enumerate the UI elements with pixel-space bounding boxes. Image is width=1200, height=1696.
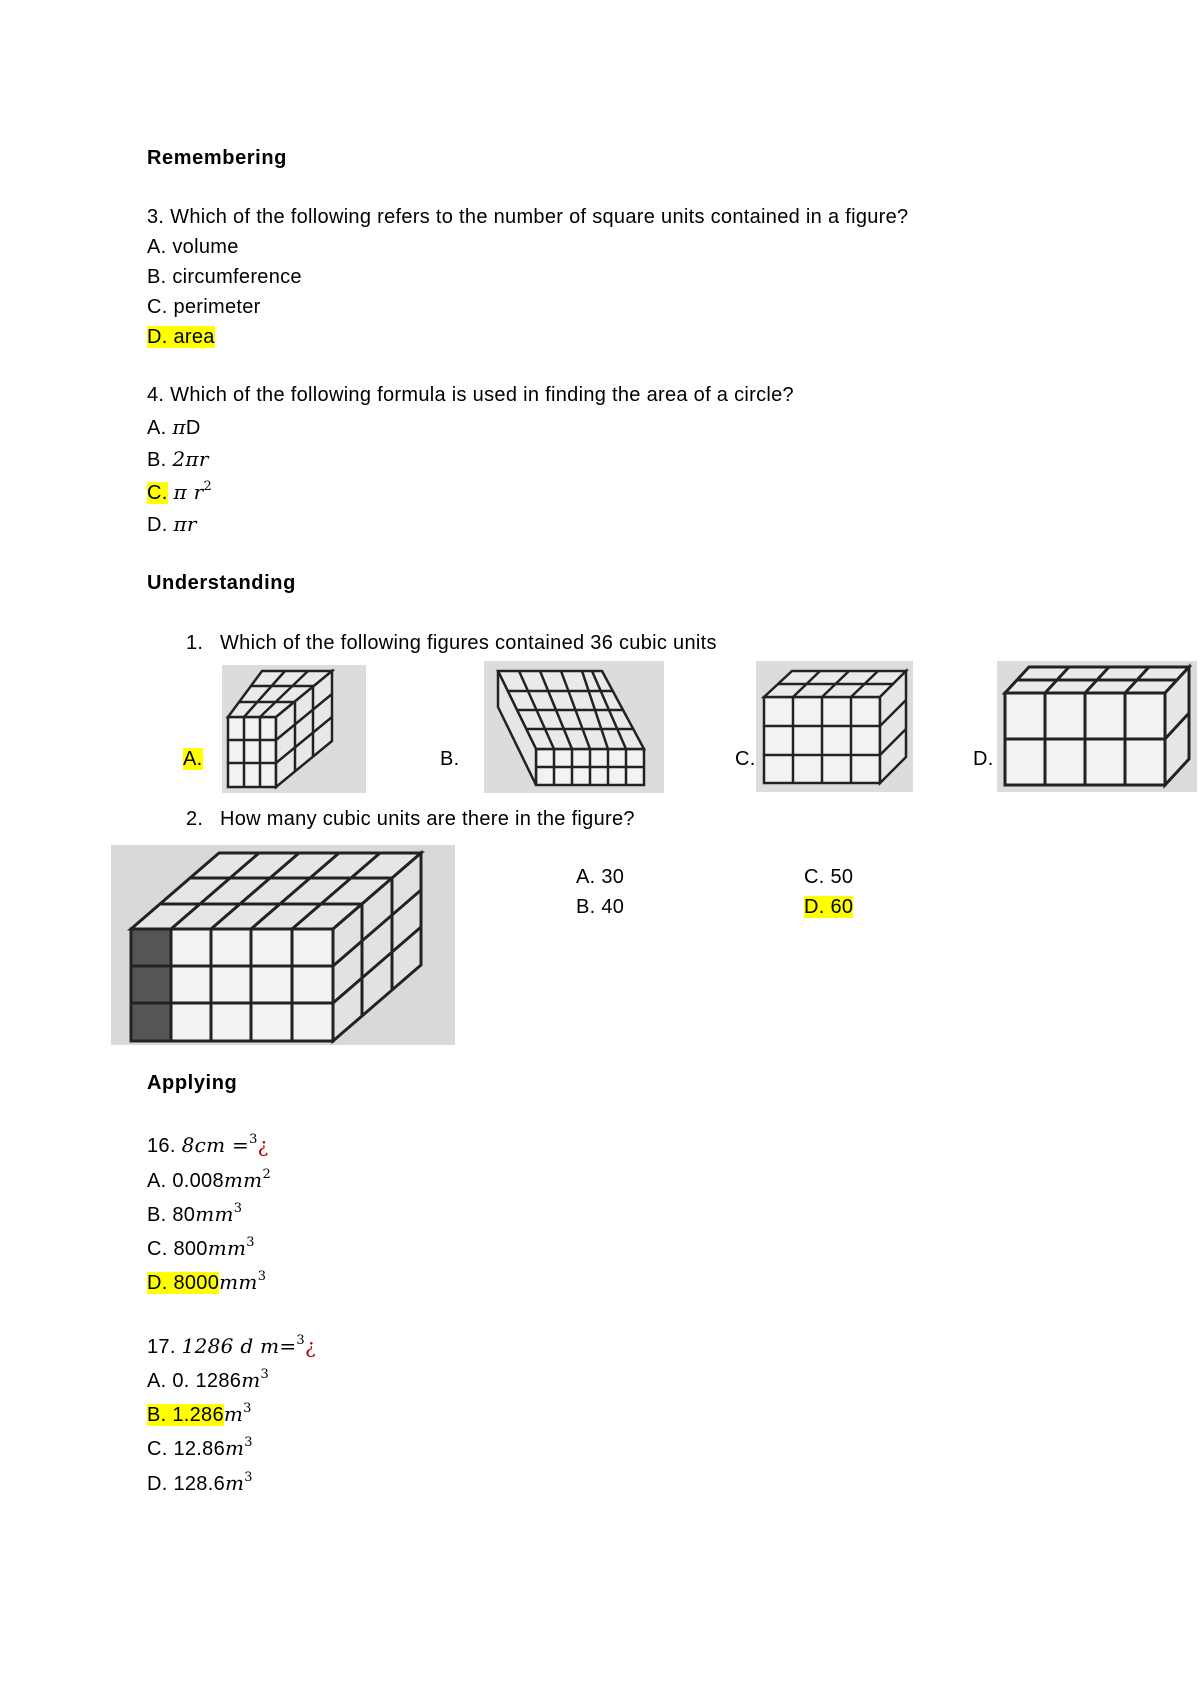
- q17-option-a: [147, 1368, 269, 1393]
- q17-option-c-unit: m: [225, 1436, 245, 1460]
- q4-option-a-pi: π: [172, 415, 186, 439]
- q17-option-b-unit: m: [223, 1402, 244, 1426]
- q16-option-a: [147, 1168, 271, 1193]
- q16-option-d-exponent: 3: [257, 1269, 267, 1284]
- q16-option-d-answer: [147, 1270, 266, 1295]
- q17-option-d-text: D. 128.6: [147, 1473, 226, 1495]
- q17-option-a-exponent: 3: [260, 1367, 270, 1382]
- q4-option-c-answer: [147, 480, 212, 505]
- u2-number: 2.: [186, 808, 204, 830]
- q16-option-b-exponent: 3: [233, 1201, 243, 1216]
- q16-option-a-text: A. 0.008: [147, 1170, 224, 1192]
- q17-option-d: [147, 1471, 253, 1496]
- u2-option-d-answer: [804, 896, 853, 919]
- q16-question: [147, 1133, 269, 1158]
- q17-math: 1286 d m=: [181, 1334, 297, 1358]
- u1-option-a-highlight: A.: [183, 748, 203, 770]
- q4-option-c-label: C.: [147, 482, 168, 504]
- q17-option-b-exponent: 3: [243, 1401, 252, 1416]
- u2-option-b: B. 40: [576, 896, 625, 918]
- q4-option-d-label: D.: [147, 514, 168, 536]
- q3-option-b: B. circumference: [147, 266, 302, 288]
- q4-question: 4. Which of the following formula is used in finding the area of a circle?: [147, 384, 794, 406]
- u1-option-a-answer: [183, 748, 203, 771]
- q16-option-a-exponent: 2: [262, 1167, 272, 1182]
- u2-question: How many cubic units are there in the figure?: [220, 808, 635, 830]
- q16-math: 8cm =: [181, 1133, 250, 1157]
- q4-option-a-label: A.: [147, 417, 167, 439]
- u1-option-d: D.: [973, 748, 994, 770]
- q4-option-a: [147, 415, 201, 440]
- q3-option-a: A. volume: [147, 236, 239, 258]
- q16-option-b: [147, 1202, 242, 1227]
- q17-label: 17.: [147, 1336, 176, 1358]
- section-heading-remembering: Remembering: [147, 147, 287, 169]
- q17-option-c: [147, 1436, 253, 1461]
- u2-option-c: C. 50: [804, 866, 854, 888]
- q16-option-c: [147, 1236, 255, 1261]
- u1-figure-b: [484, 661, 664, 793]
- q16-label: 16.: [147, 1135, 176, 1157]
- u1-number: 1.: [186, 632, 204, 654]
- u1-figure-a: [222, 665, 366, 793]
- q17-option-b-answer: [147, 1402, 252, 1427]
- q4-option-b: [147, 447, 209, 472]
- q17-option-d-unit: m: [225, 1471, 245, 1495]
- q17-math-exponent: 3: [296, 1333, 305, 1348]
- section-heading-understanding: Understanding: [147, 572, 296, 594]
- q4-option-d-formula: πr: [173, 512, 197, 536]
- u1-figure-c: [756, 661, 913, 792]
- q4-option-c-formula: π r: [173, 480, 204, 504]
- q16-option-b-text: B. 80: [147, 1204, 196, 1226]
- q17-option-a-unit: m: [241, 1368, 261, 1392]
- q4-option-c-exponent: 2: [203, 479, 213, 494]
- u2-option-a: A. 30: [576, 866, 625, 888]
- q3-option-d-answer: [147, 326, 215, 349]
- u1-figure-d: [997, 661, 1197, 792]
- u2-option-d-highlight: D. 60: [804, 896, 854, 918]
- q4-option-b-formula: 2πr: [172, 447, 209, 471]
- q16-option-d-text: D. 8000: [147, 1272, 220, 1294]
- q16-math-exponent: 3: [249, 1132, 258, 1147]
- u1-option-c: C.: [735, 748, 756, 770]
- q17-option-d-exponent: 3: [244, 1470, 253, 1485]
- q17-question: [147, 1334, 316, 1359]
- section-heading-applying: Applying: [147, 1072, 238, 1094]
- q17-option-a-text: A. 0. 1286: [147, 1370, 242, 1392]
- q3-question: 3. Which of the following refers to the number of square units contained in a figure?: [147, 206, 909, 228]
- q16-option-c-exponent: 3: [246, 1235, 255, 1250]
- q4-option-b-label: B.: [147, 449, 167, 471]
- u2-figure: [111, 845, 455, 1045]
- u1-question: Which of the following figures contained 36 cubic units: [220, 632, 717, 654]
- q16-option-d-unit: mm: [219, 1270, 258, 1294]
- q4-option-a-rest: D: [185, 417, 201, 439]
- q16-option-c-unit: mm: [207, 1236, 247, 1260]
- q16-option-a-unit: mm: [223, 1168, 263, 1192]
- q17-option-b-text: B. 1.286: [147, 1404, 224, 1426]
- q16-option-b-unit: mm: [195, 1202, 234, 1226]
- q17-option-c-exponent: 3: [244, 1435, 253, 1450]
- q16-question-mark: ¿: [257, 1133, 269, 1157]
- q3-option-c: C. perimeter: [147, 296, 261, 318]
- q17-option-c-text: C. 12.86: [147, 1438, 226, 1460]
- u1-option-b: B.: [440, 748, 460, 770]
- q4-option-d: [147, 512, 197, 537]
- q3-option-d-highlight: D. area: [147, 326, 215, 348]
- q16-option-c-text: C. 800: [147, 1238, 208, 1260]
- q17-question-mark: ¿: [304, 1334, 317, 1358]
